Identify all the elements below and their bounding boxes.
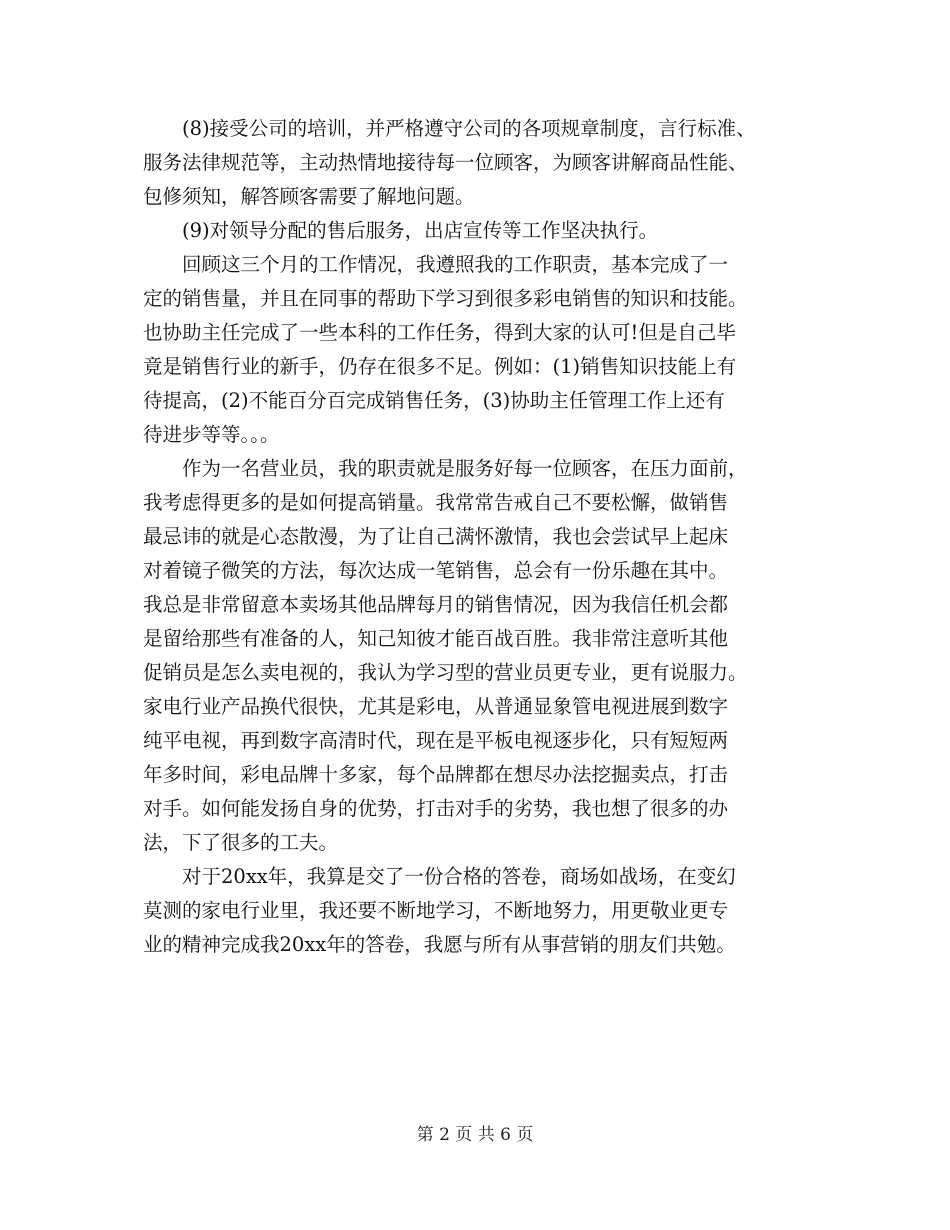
text-line: 对于20xx年，我算是交了一份合格的答卷，商场如战场，在变幻 — [143, 865, 736, 888]
text-line: 作为一名营业员，我的职责就是服务好每一位顾客，在压力面前， — [143, 457, 748, 480]
text-line: 也协助主任完成了一些本科的工作任务，得到大家的认可!但是自己毕 — [143, 321, 736, 344]
text-line: (9)对领导分配的售后服务，出店宣传等工作坚决执行。 — [143, 219, 659, 242]
text-line: 我总是非常留意本卖场其他品牌每月的销售情况，因为我信任机会都 — [143, 593, 729, 616]
text-line: 待提高，(2)不能百分百完成销售任务，(3)协助主任管理工作上还有 — [143, 389, 725, 412]
text-line: 对着镜子微笑的方法，每次达成一笔销售，总会有一份乐趣在其中。 — [143, 559, 729, 582]
text-line: 是留给那些有准备的人，知己知彼才能百战百胜。我非常注意听其他 — [143, 627, 729, 650]
text-line: 我考虑得更多的是如何提高销量。我常常告戒自己不要松懈，做销售 — [143, 491, 729, 514]
text-line: (8)接受公司的培训，并严格遵守公司的各项规章制度，言行标准、 — [143, 117, 756, 140]
text-line: 对手。如何能发扬自身的优势，打击对手的劣势，我也想了很多的办 — [143, 797, 729, 820]
page-number-footer: 第 2 页 共 6 页 — [416, 1125, 534, 1145]
text-line: 法，下了很多的工夫。 — [143, 831, 339, 854]
text-line: 纯平电视，再到数字高清时代，现在是平板电视逐步化，只有短短两 — [143, 729, 729, 752]
text-line: 家电行业产品换代很快，尤其是彩电，从普通显象管电视进展到数字 — [143, 695, 729, 718]
text-line: 包修须知，解答顾客需要了解地问题。 — [143, 185, 475, 208]
text-line: 竟是销售行业的新手，仍存在很多不足。例如：(1)销售知识技能上有 — [143, 355, 737, 378]
text-line: 待进步等等。。。 — [143, 423, 280, 446]
document-body — [143, 112, 813, 962]
text-line: 服务法律规范等，主动热情地接待每一位顾客，为顾客讲解商品性能、 — [143, 151, 748, 174]
text-line: 最忌讳的就是心态散漫，为了让自己满怀激情，我也会尝试早上起床 — [143, 525, 729, 548]
text-line: 年多时间，彩电品牌十多家，每个品牌都在想尽办法挖掘卖点，打击 — [143, 763, 729, 786]
text-line: 定的销售量，并且在同事的帮助下学习到很多彩电销售的知识和技能。 — [143, 287, 748, 310]
text-line: 回顾这三个月的工作情况，我遵照我的工作职责，基本完成了一 — [143, 253, 729, 276]
text-line: 促销员是怎么卖电视的，我认为学习型的营业员更专业，更有说服力。 — [143, 661, 748, 684]
text-line: 莫测的家电行业里，我还要不断地学习，不断地努力，用更敬业更专 — [143, 899, 729, 922]
text-line: 业的精神完成我20xx年的答卷，我愿与所有从事营销的朋友们共勉。 — [143, 933, 736, 956]
